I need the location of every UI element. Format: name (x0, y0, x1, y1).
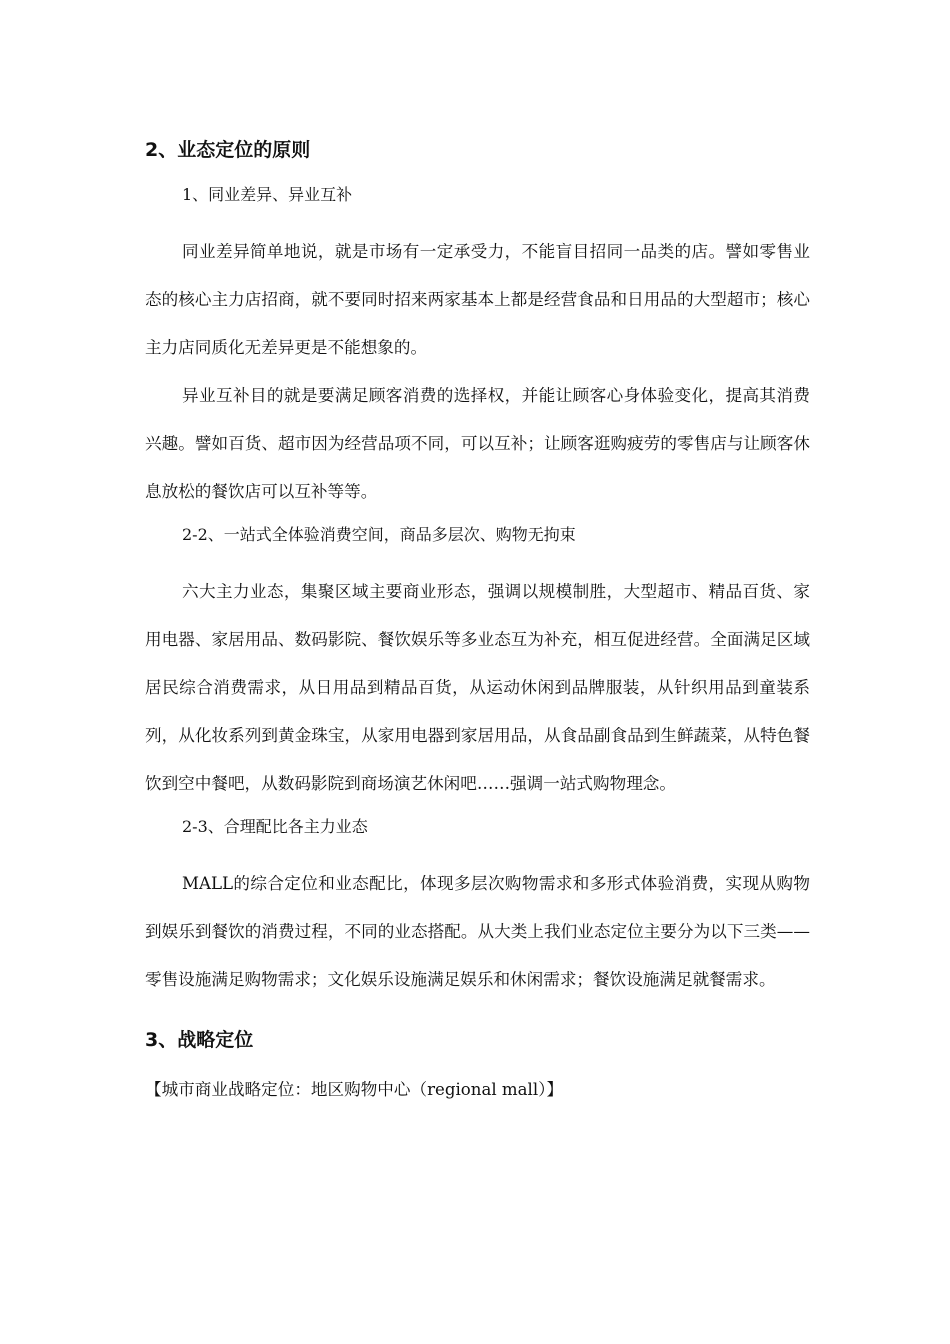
subsection-2-title: 2-2、一站式全体验消费空间，商品多层次、购物无拘束 (182, 525, 576, 544)
paragraph-same-industry-difference: 同业差异简单地说，就是市场有一定承受力，不能盲目招同一品类的店。譬如零售业态的核心主力店招商，就不要同时招来两家基本上都是经营食品和日用品的大型超市；核心主力店同质化无差异更是不能想象的。 (145, 242, 810, 357)
paragraph-different-industry-complement: 异业互补目的就是要满足顾客消费的选择权，并能让顾客心身体验变化，提高其消费兴趣。譬如百货、超市因为经营品项不同，可以互补；让顾客逛购疲劳的零售店与让顾客休息放松的餐饮店可以互补等等。 (145, 386, 810, 501)
paragraph-one-stop-shopping: 六大主力业态，集聚区域主要商业形态，强调以规模制胜，大型超市、精品百货、家用电器、家居用品、数码影院、餐饮娱乐等多业态互为补充，相互促进经营。全面满足区域居民综合消费需求，从日用品到精品百货，从运动休闲到品牌服装，从针织用品到童装系列，从化妆系列到黄金珠宝，从家用电器到家居用品，从食品副食品到生鲜蔬菜，从特色餐饮到空中餐吧，从数码影院到商场演艺休闲吧……强调一站式购物理念。 (145, 582, 810, 793)
paragraph-format-ratio: MALL的综合定位和业态配比，体现多层次购物需求和多形式体验消费，实现从购物到娱乐到餐饮的消费过程，不同的业态搭配。从大类上我们业态定位主要分为以下三类——零售设施满足购物需求；文化娱乐设施满足娱乐和休闲需求；餐饮设施满足就餐需求。 (145, 874, 810, 989)
subsection-1-title: 1、同业差异、异业互补 (182, 185, 353, 204)
strategic-positioning-line: 【城市商业战略定位：地区购物中心（regional mall）】 (145, 1080, 564, 1099)
section-2-heading: 2、业态定位的原则 (145, 139, 311, 161)
section-3-heading: 3、战略定位 (145, 1029, 254, 1051)
document-body (145, 130, 810, 1110)
subsection-3-title: 2-3、合理配比各主力业态 (182, 817, 368, 836)
